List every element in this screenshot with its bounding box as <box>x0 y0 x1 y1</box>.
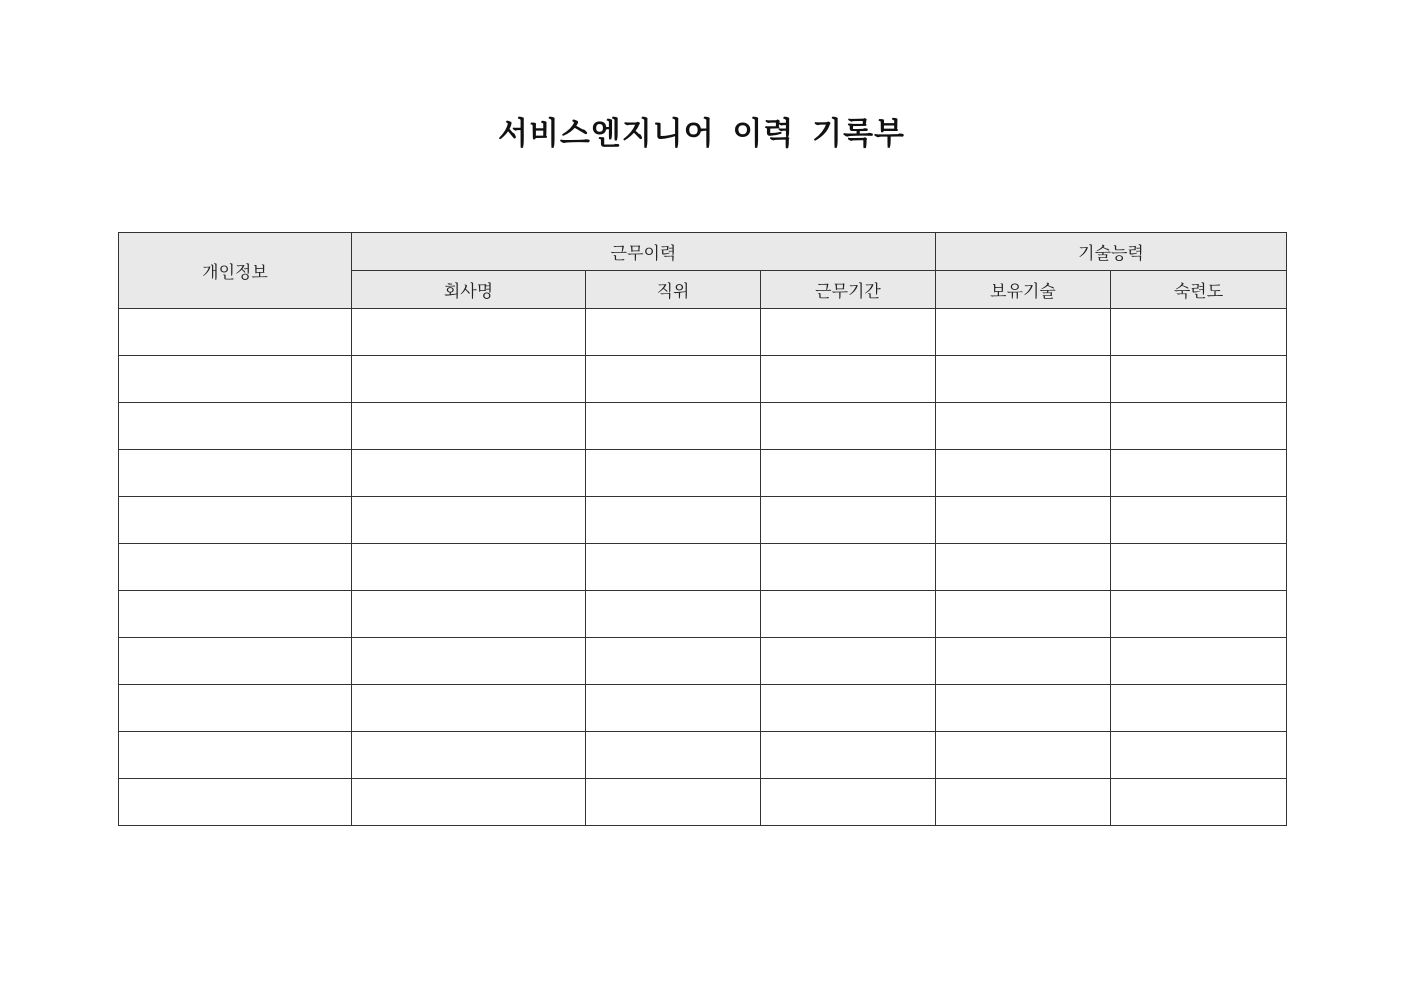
cell-period[interactable] <box>761 685 936 732</box>
table-row <box>119 497 1287 544</box>
header-personal-info: 개인정보 <box>119 233 352 309</box>
cell-personal-info[interactable] <box>119 356 352 403</box>
header-period: 근무기간 <box>761 271 936 309</box>
cell-period[interactable] <box>761 309 936 356</box>
table-body <box>119 309 1287 826</box>
cell-company[interactable] <box>352 779 586 826</box>
cell-proficiency[interactable] <box>1111 732 1287 779</box>
cell-skill[interactable] <box>936 685 1111 732</box>
cell-period[interactable] <box>761 356 936 403</box>
cell-position[interactable] <box>586 544 761 591</box>
cell-company[interactable] <box>352 685 586 732</box>
cell-skill[interactable] <box>936 497 1111 544</box>
cell-personal-info[interactable] <box>119 779 352 826</box>
cell-period[interactable] <box>761 591 936 638</box>
table-row <box>119 779 1287 826</box>
cell-proficiency[interactable] <box>1111 497 1287 544</box>
cell-skill[interactable] <box>936 403 1111 450</box>
cell-personal-info[interactable] <box>119 497 352 544</box>
cell-company[interactable] <box>352 497 586 544</box>
table-row <box>119 309 1287 356</box>
cell-skill[interactable] <box>936 356 1111 403</box>
cell-proficiency[interactable] <box>1111 638 1287 685</box>
header-group-row <box>119 233 1287 271</box>
cell-personal-info[interactable] <box>119 309 352 356</box>
cell-company[interactable] <box>352 309 586 356</box>
cell-proficiency[interactable] <box>1111 544 1287 591</box>
cell-personal-info[interactable] <box>119 638 352 685</box>
cell-proficiency[interactable] <box>1111 591 1287 638</box>
cell-personal-info[interactable] <box>119 591 352 638</box>
table-row <box>119 732 1287 779</box>
table-row <box>119 450 1287 497</box>
table-row <box>119 685 1287 732</box>
header-skill: 보유기술 <box>936 271 1111 309</box>
header-proficiency: 숙련도 <box>1111 271 1287 309</box>
cell-company[interactable] <box>352 544 586 591</box>
table-row <box>119 638 1287 685</box>
record-table <box>118 232 1287 826</box>
cell-period[interactable] <box>761 497 936 544</box>
cell-position[interactable] <box>586 450 761 497</box>
cell-position[interactable] <box>586 685 761 732</box>
cell-period[interactable] <box>761 403 936 450</box>
cell-company[interactable] <box>352 638 586 685</box>
cell-period[interactable] <box>761 779 936 826</box>
cell-company[interactable] <box>352 591 586 638</box>
cell-skill[interactable] <box>936 732 1111 779</box>
cell-position[interactable] <box>586 591 761 638</box>
header-company: 회사명 <box>352 271 586 309</box>
cell-proficiency[interactable] <box>1111 403 1287 450</box>
cell-company[interactable] <box>352 732 586 779</box>
cell-proficiency[interactable] <box>1111 356 1287 403</box>
cell-company[interactable] <box>352 450 586 497</box>
cell-period[interactable] <box>761 450 936 497</box>
cell-period[interactable] <box>761 732 936 779</box>
cell-skill[interactable] <box>936 779 1111 826</box>
cell-skill[interactable] <box>936 309 1111 356</box>
cell-proficiency[interactable] <box>1111 685 1287 732</box>
header-position: 직위 <box>586 271 761 309</box>
cell-proficiency[interactable] <box>1111 309 1287 356</box>
cell-skill[interactable] <box>936 591 1111 638</box>
table-row <box>119 403 1287 450</box>
cell-skill[interactable] <box>936 450 1111 497</box>
page-title: 서비스엔지니어 이력 기록부 <box>498 116 905 152</box>
cell-personal-info[interactable] <box>119 403 352 450</box>
cell-period[interactable] <box>761 638 936 685</box>
cell-company[interactable] <box>352 403 586 450</box>
cell-personal-info[interactable] <box>119 450 352 497</box>
header-work-history: 근무이력 <box>352 233 936 271</box>
cell-position[interactable] <box>586 779 761 826</box>
table-row <box>119 356 1287 403</box>
cell-personal-info[interactable] <box>119 544 352 591</box>
cell-skill[interactable] <box>936 544 1111 591</box>
cell-personal-info[interactable] <box>119 685 352 732</box>
cell-position[interactable] <box>586 356 761 403</box>
cell-proficiency[interactable] <box>1111 450 1287 497</box>
cell-proficiency[interactable] <box>1111 779 1287 826</box>
table-row <box>119 544 1287 591</box>
cell-personal-info[interactable] <box>119 732 352 779</box>
table-row <box>119 591 1287 638</box>
cell-position[interactable] <box>586 497 761 544</box>
cell-position[interactable] <box>586 732 761 779</box>
cell-position[interactable] <box>586 638 761 685</box>
cell-position[interactable] <box>586 309 761 356</box>
cell-position[interactable] <box>586 403 761 450</box>
cell-skill[interactable] <box>936 638 1111 685</box>
header-skills: 기술능력 <box>936 233 1287 271</box>
cell-company[interactable] <box>352 356 586 403</box>
cell-period[interactable] <box>761 544 936 591</box>
